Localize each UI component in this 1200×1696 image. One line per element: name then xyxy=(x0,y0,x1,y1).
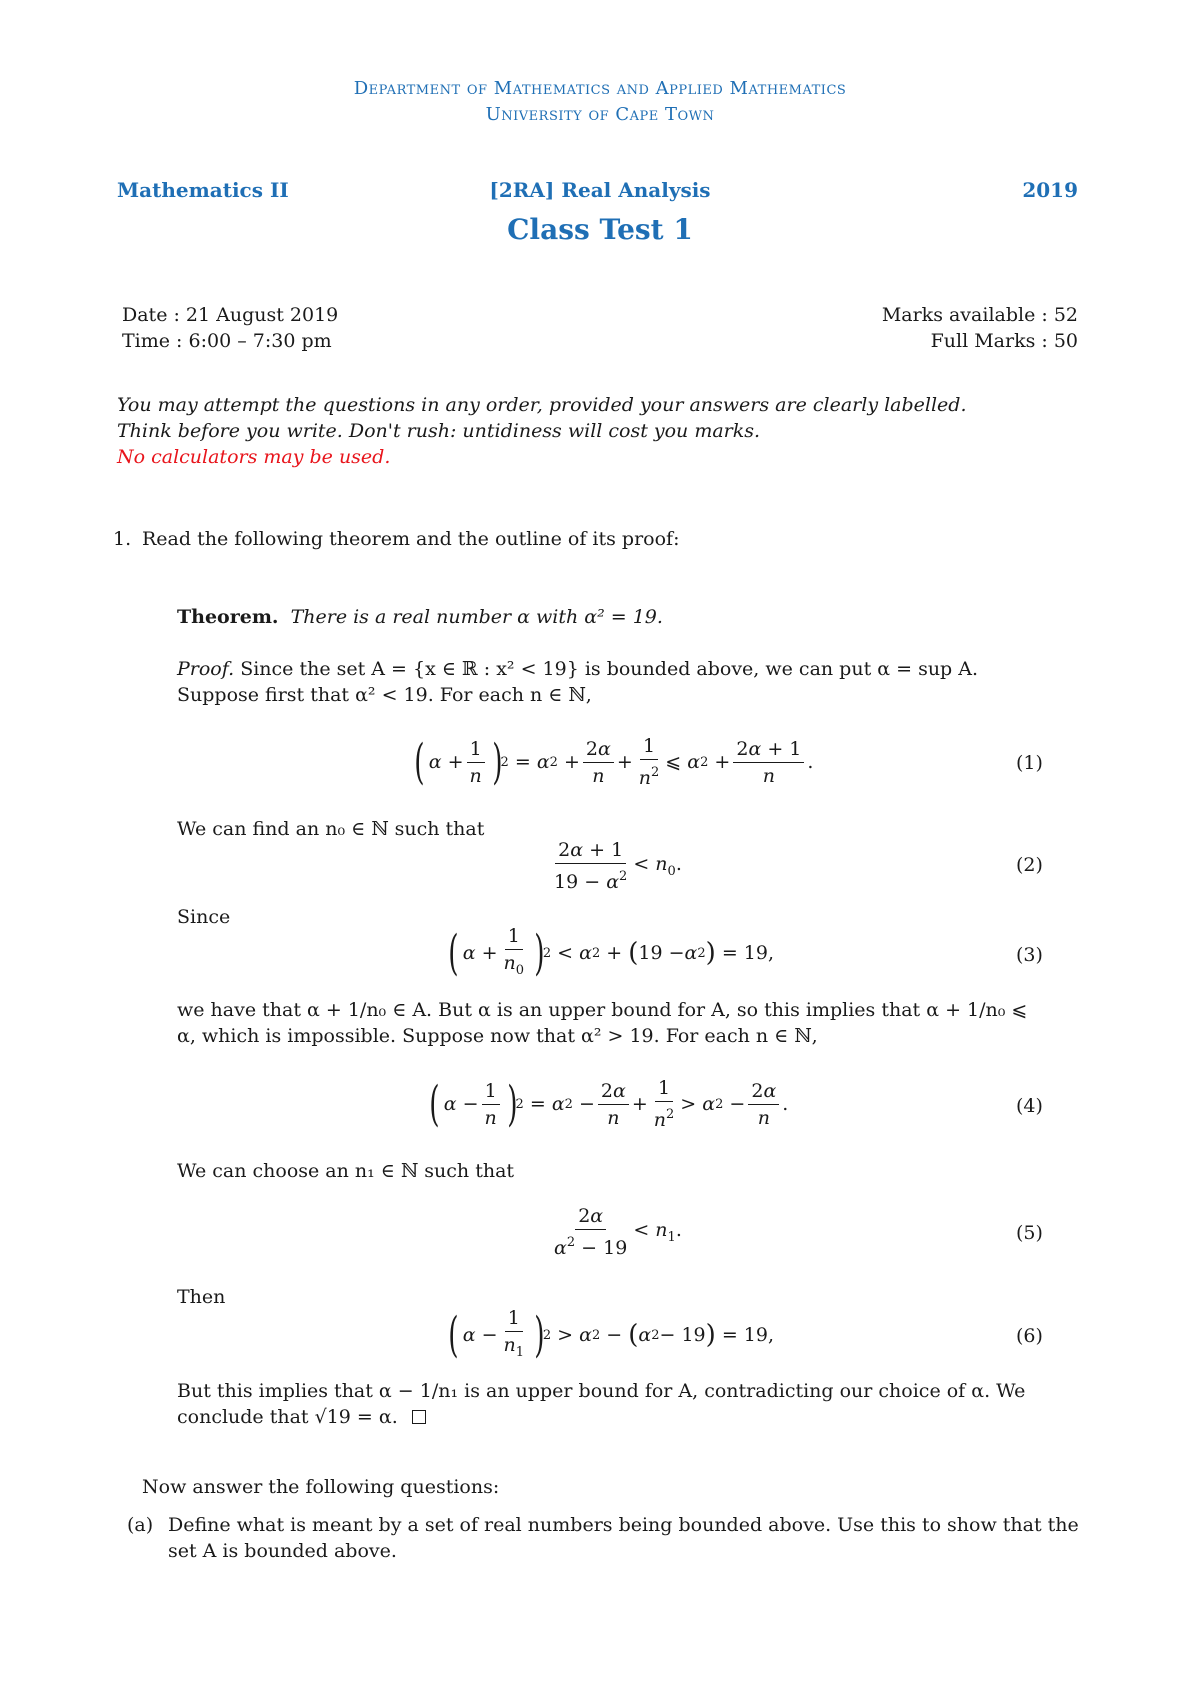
theorem-statement: There is a real number α with α² = 19. xyxy=(290,606,663,628)
proof-paragraph-1 xyxy=(177,656,1050,708)
proof-text-4: we have that α + 1/n₀ ∈ A. But α is an upper bound for A, so this implies that α + 1/n₀ ⩽ α, which is impossible. Suppose now that α² > 19. For each n ∈ ℕ, xyxy=(177,999,1028,1047)
equation-2: $\frac{2\alpha + 1}{19 - \alpha^2}$ < $n_0$. xyxy=(554,839,682,893)
department-name: Department of Mathematics and Applied Mathematics xyxy=(353,78,847,99)
course-name: Mathematics II xyxy=(117,178,289,202)
test-date: Date : 21 August 2019 xyxy=(122,304,339,326)
equation-number-3: (3) xyxy=(1016,944,1043,966)
equation-number-1: (1) xyxy=(1016,752,1043,774)
proof-text-7: But this implies that α − 1/n₁ is an upper bound for A, contradicting our choice of α. We conclude that √19 = α. xyxy=(177,1380,1026,1428)
proof-text-6: Then xyxy=(177,1286,226,1308)
equation-1: ( α + $\frac{1}{n}$ ) 2 = α 2 + $\frac{2\alpha}{n}$ + $\frac{1}{n^2}$ ⩽ α 2 + $\frac{2\alpha + 1}{n}$ . xyxy=(414,734,814,790)
theorem-label: Theorem. xyxy=(177,606,279,628)
instruction-line-1: You may attempt the questions in any order, provided your answers are clearly labelled. xyxy=(117,394,967,416)
instruction-line-2: Think before you write. Don't rush: untidiness will cost you marks. xyxy=(117,420,761,442)
question-intro: Read the following theorem and the outline of its proof: xyxy=(142,528,680,550)
test-date-time xyxy=(122,302,338,354)
university-name: University of Cape Town xyxy=(485,104,715,125)
proof-text-5: We can choose an n₁ ∈ ℕ such that xyxy=(177,1160,515,1182)
equation-4: ( α − $\frac{1}{n}$ ) 2 = α 2 − $\frac{2\alpha}{n}$ + $\frac{1}{n^2}$ > α 2 − $\frac{2\alpha}{n}$ . xyxy=(429,1076,789,1132)
module-name: [2RA] Real Analysis xyxy=(489,178,711,202)
equation-6: ( α − $\frac{1}{n_1}$ ) 2 > α 2 − ( α 2 − 19 ) = 19, xyxy=(448,1307,775,1364)
year: 2019 xyxy=(1022,178,1078,202)
theorem xyxy=(177,604,663,630)
part-a-text: Define what is meant by a set of real numbers being bounded above. Use this to show that the set A is bounded above. xyxy=(168,1514,1079,1562)
marks-info xyxy=(882,302,1078,354)
instructions xyxy=(117,392,967,470)
equation-number-4: (4) xyxy=(1016,1095,1043,1117)
proof-label: Proof. xyxy=(177,658,235,680)
equation-number-5: (5) xyxy=(1016,1222,1043,1244)
equation-5: $\frac{2\alpha}{\alpha^2 - 19}$ < $n_1$. xyxy=(554,1205,682,1259)
proof-conclusion xyxy=(177,1378,1050,1430)
proof-text-2: We can find an n₀ ∈ ℕ such that xyxy=(177,818,485,840)
equation-number-6: (6) xyxy=(1016,1325,1043,1347)
qed-box-icon xyxy=(412,1410,426,1424)
department-heading xyxy=(0,76,1200,128)
proof-text-3: Since xyxy=(177,906,231,928)
test-time: Time : 6:00 – 7:30 pm xyxy=(122,330,332,352)
full-marks: Full Marks : 50 xyxy=(930,330,1078,352)
equation-3: ( α + $\frac{1}{n_0}$ ) 2 < α 2 + ( 19 − α 2 ) = 19, xyxy=(448,925,775,982)
now-answer: Now answer the following questions: xyxy=(142,1476,500,1498)
marks-available: Marks available : 52 xyxy=(881,304,1078,326)
proof-text-1: Since the set A = {x ∈ ℝ : x² < 19} is bounded above, we can put α = sup A. Suppose first that α² < 19. For each n ∈ ℕ, xyxy=(177,658,979,706)
question-number: 1. xyxy=(113,528,132,550)
page-title: Class Test 1 xyxy=(507,213,693,246)
equation-number-2: (2) xyxy=(1016,854,1043,876)
calculator-warning: No calculators may be used. xyxy=(117,446,391,468)
part-a-label: (a) xyxy=(127,1514,154,1536)
